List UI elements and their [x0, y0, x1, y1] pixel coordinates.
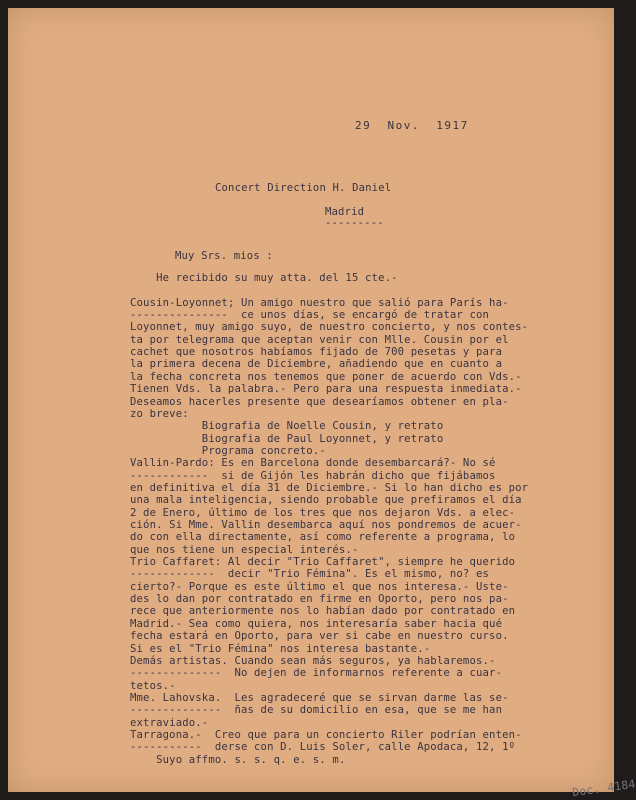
body-line: --------------- ce unos días, se encargó de tratar con: [130, 309, 490, 322]
body-line: Suyo affmo. s. s. q. e. s. m.: [130, 753, 346, 766]
body-line: ción. Si Mme. Vallin desembarca aquí nos pondremos de acuer-: [130, 519, 522, 531]
archive-mark: Doc. 4184: [571, 776, 636, 800]
body-line: zo breve:: [130, 407, 189, 420]
city-underline: ---------: [325, 217, 384, 229]
body-line: fecha estará en Oporto, para ver si cabe en nuestro curso.: [130, 630, 509, 643]
body-line: en definitiva el día 31 de Diciembre.- Si lo han dicho es por: [130, 481, 529, 494]
body-line: la fecha concreta nos tenemos que poner de acuerdo con Vds.-: [130, 370, 522, 383]
body-line: la primera decena de Diciembre, añadiendo que en cuanto a: [130, 358, 503, 371]
body-line: tetos.-: [130, 679, 176, 692]
recipient-city: Madrid: [325, 206, 365, 218]
body-line: Trio Caffaret: Al decir "Trio Caffaret", siempre he querido: [130, 556, 516, 569]
body-line: Cousin-Loyonnet; Un amigo nuestro que salió para París ha-: [130, 296, 509, 309]
body-line: Biografia de Noelle Cousin, y retrato: [130, 420, 444, 433]
body-line: rece que anteriormente nos lo habían dado por contratado en: [130, 605, 516, 618]
body-line: extraviado.-: [130, 716, 209, 729]
body-line: Loyonnet, muy amigo suyo, de nuestro concierto, y nos contes-: [130, 321, 529, 334]
body-line: cachet que nosotros habíamos fijado de 700 pesetas y para: [130, 346, 503, 359]
letter-date: 29 Nov. 1917: [355, 119, 469, 132]
body-line: Biografia de Paul Loyonnet, y retrato: [130, 432, 444, 445]
body-line: des lo dan por contratado en firme en Oporto, pero nos pa-: [130, 593, 509, 606]
salutation: Muy Srs. mios :: [175, 250, 273, 262]
body-line: -------------- No dejen de informarnos referente a cuar-: [130, 667, 503, 680]
body-line: Madrid.- Sea como quiera, nos interesaría saber hacia qué: [130, 617, 503, 630]
body-line: Mme. Lahovska. Les agradeceré que se sirvan darme las se-: [130, 691, 509, 704]
body-line: Vallin-Pardo: Es en Barcelona donde desembarcará?- No sé: [130, 457, 496, 470]
body-line: ----------- derse con D. Luis Soler, calle Apodaca, 12, 1º: [130, 741, 516, 754]
body-line: 2 de Enero, último de los tres que nos dejaron Vds. a elec-: [130, 506, 516, 519]
body-line: ------------- decir "Trio Fémina". Es el mismo, no? es: [130, 568, 490, 581]
body-line: una mala inteligencia, siendo probable que prefiramos el día: [130, 494, 522, 507]
body-line: Tienen Vds. la palabra.- Pero para una respuesta inmediata.-: [130, 383, 522, 396]
body-line: Tarragona.- Creo que para un concierto Riler podrían enten-: [130, 728, 522, 741]
body-line: que nos tiene un especial interés.-: [130, 543, 359, 556]
body-line: ------------ si de Gijón les habrán dicho que fijábamos: [130, 469, 496, 482]
body-line: do con ella directamente, así como referente a programa, lo: [130, 531, 516, 544]
body-line: cierto?- Porque es este último el que nos interesa.- Uste-: [130, 580, 509, 593]
body-line: ta por telegrama que aceptan venir con Mlle. Cousin por el: [130, 333, 509, 346]
body-line: Programa concreto.-: [130, 444, 326, 457]
body-line: -------------- ñas de su domicilio en esa, que se me han: [130, 704, 503, 717]
body-line: Si es el "Trio Fémina" nos interesa bastante.-: [130, 642, 431, 655]
body-line: Deseamos hacerles presente que desearíamos obtener en pla-: [130, 395, 509, 408]
body-line: Demás artistas. Cuando sean más seguros, ya hablaremos.-: [130, 654, 496, 667]
body-line: He recibido su muy atta. del 15 cte.-: [130, 272, 398, 284]
recipient-name: Concert Direction H. Daniel: [215, 182, 392, 194]
